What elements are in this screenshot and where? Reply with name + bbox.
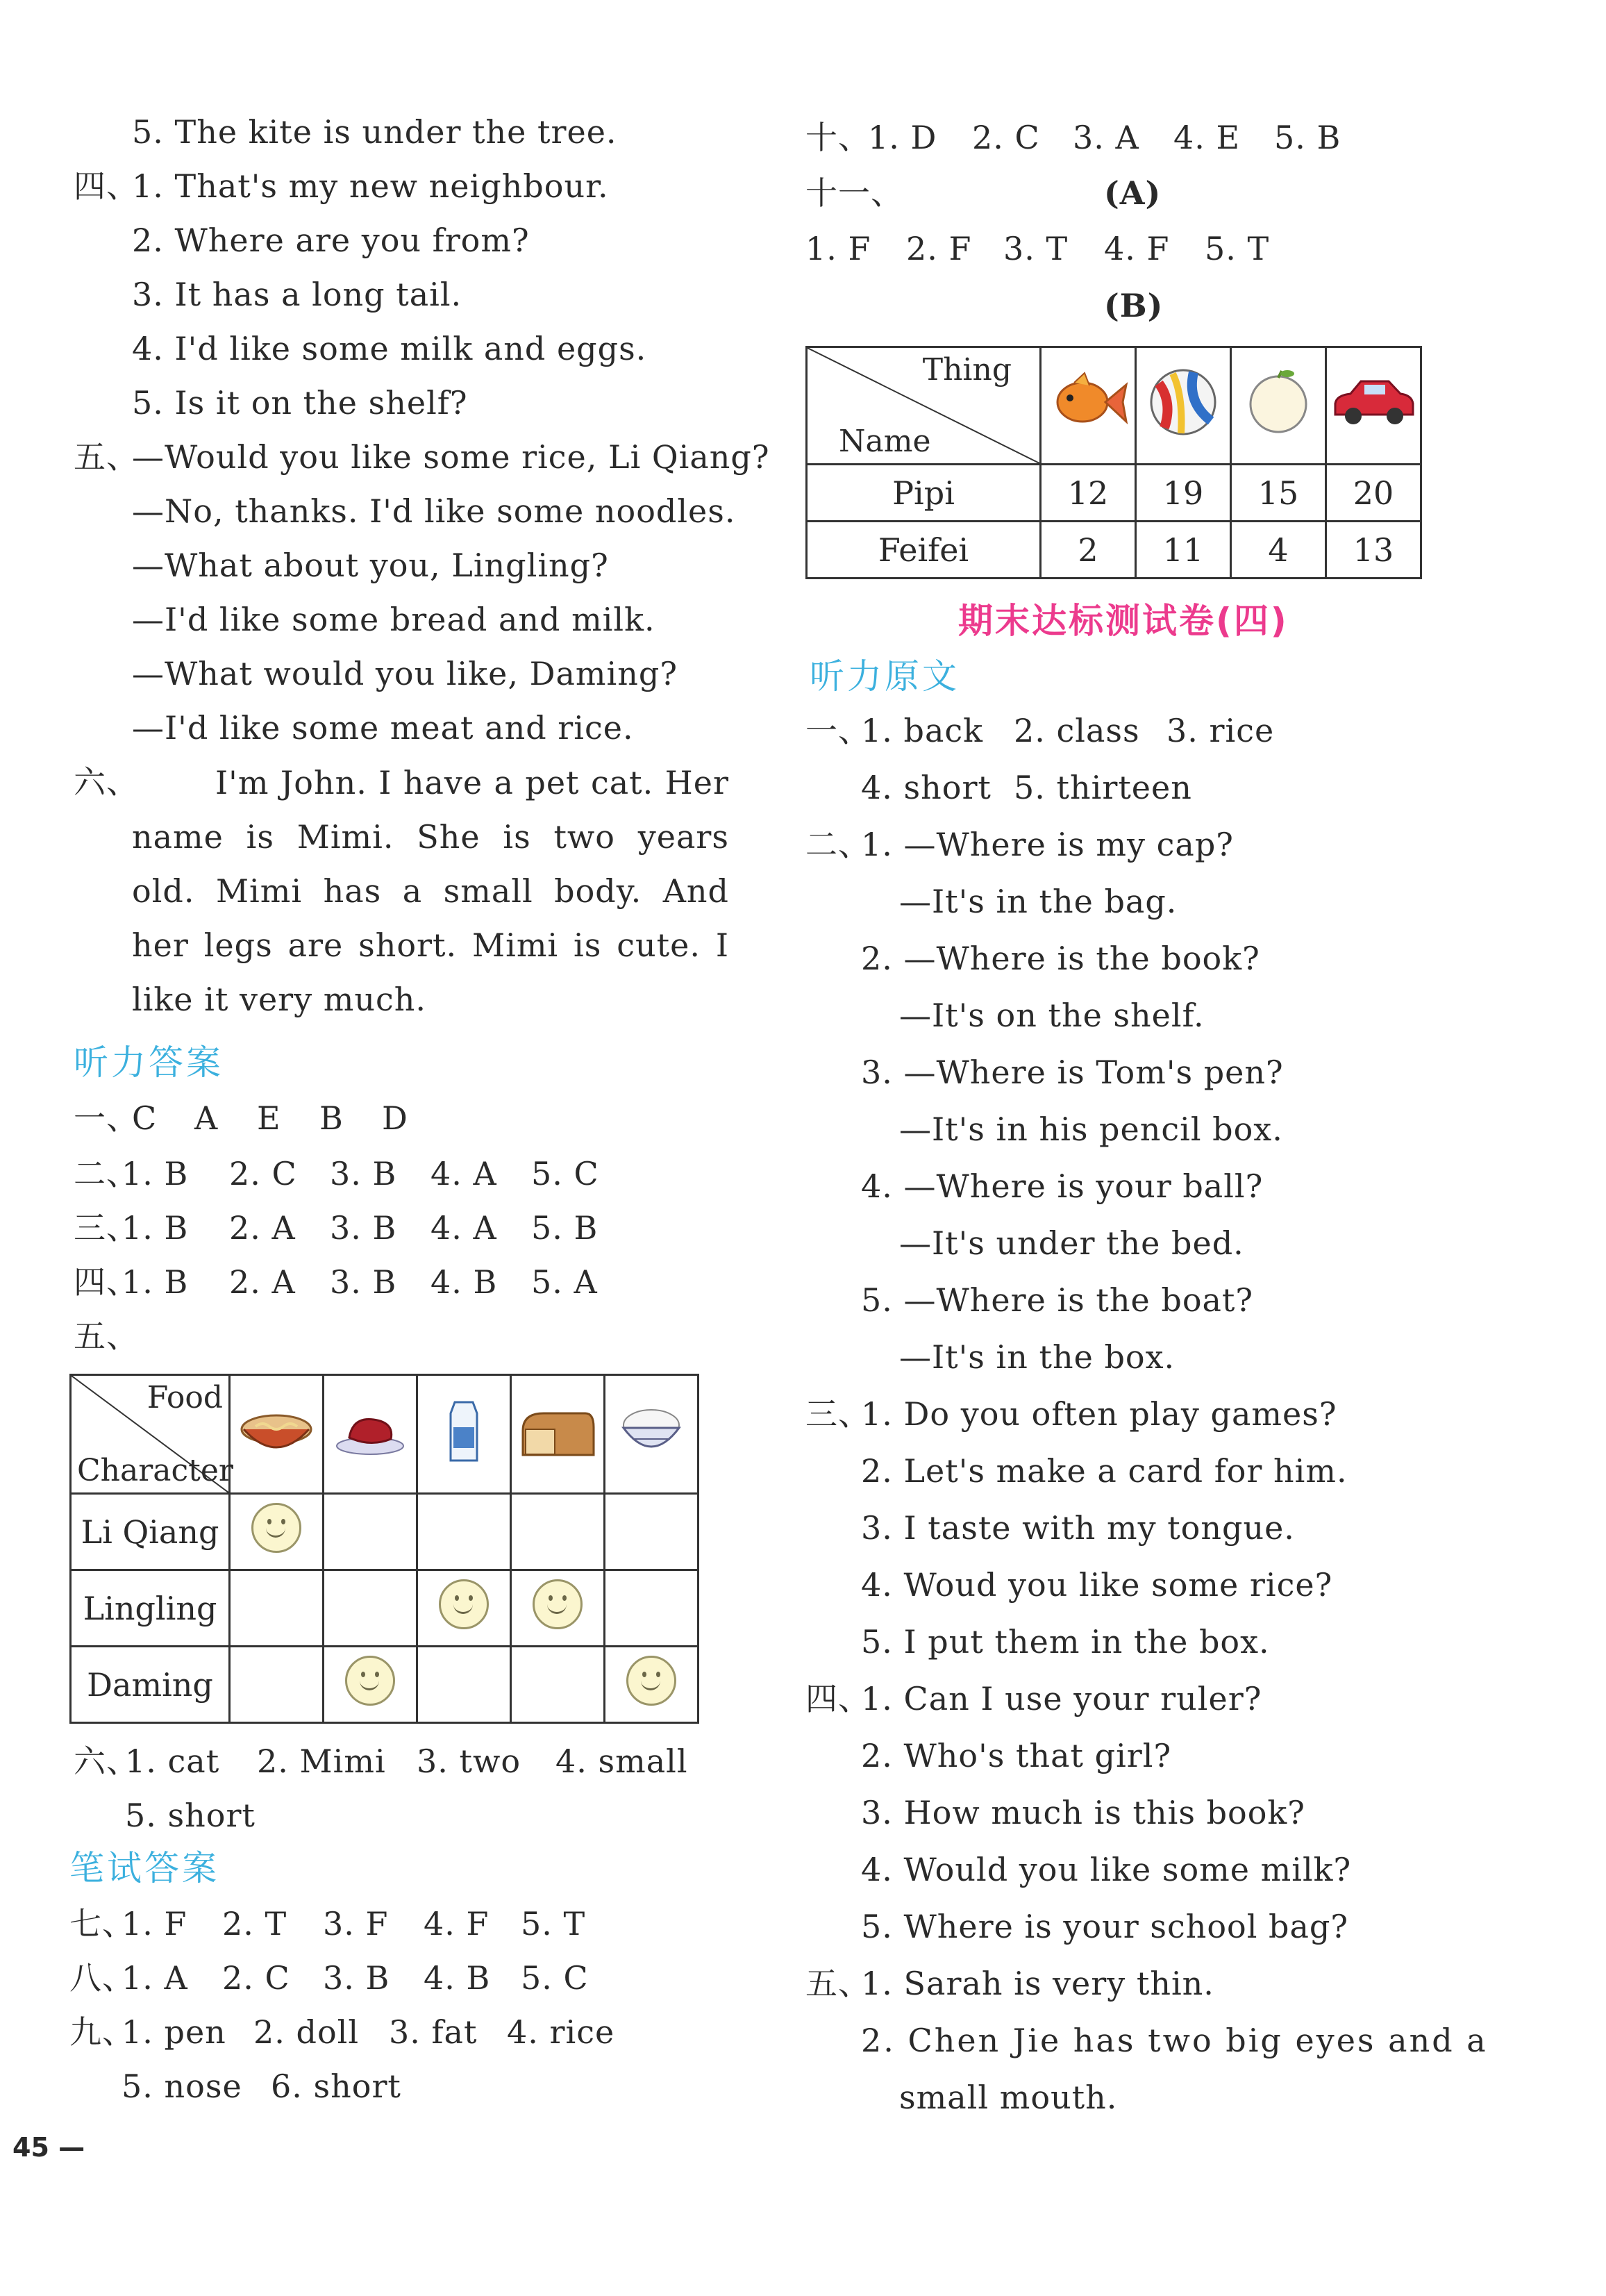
orange-icon	[1231, 347, 1326, 465]
answer: 3. A	[1073, 119, 1139, 156]
answer: 5. A	[531, 1263, 598, 1301]
list-item: 2. Where are you from?	[132, 222, 530, 259]
answer: 1. B	[122, 1155, 189, 1192]
section-number: 五、	[805, 1965, 871, 2002]
list-item: 5. Where is your school bag?	[861, 1908, 1349, 1945]
table-cell: 20	[1326, 465, 1421, 522]
list-item: 3. It has a long tail.	[132, 276, 462, 313]
answer: C	[132, 1099, 158, 1137]
section-number: 四、	[74, 167, 139, 205]
dialog-question: 3. —Where is Tom's pen?	[861, 1054, 1284, 1091]
part-label-a: (A)	[1104, 174, 1162, 212]
list-item: 5. Is it on the shelf?	[132, 384, 468, 422]
corner-label-name: Name	[839, 424, 931, 459]
answer: 6. short	[271, 2068, 401, 2105]
table-cell	[230, 1570, 324, 1647]
section-number: 六、	[74, 763, 139, 801]
answer: 2. A	[229, 1263, 296, 1301]
table-cell	[417, 1647, 511, 1723]
row-name: Daming	[71, 1647, 230, 1723]
section-number: 二、	[74, 1155, 139, 1192]
answer: 1. B	[122, 1209, 189, 1247]
section-number: 五、	[74, 438, 139, 476]
list-item: 4. Woud you like some rice?	[861, 1566, 1333, 1604]
section-number: 二、	[805, 826, 871, 863]
list-item: 4. I'd like some milk and eggs.	[132, 330, 647, 367]
section-number: 十、	[805, 119, 871, 156]
table-cell: 12	[1041, 465, 1136, 522]
section-number: 八、	[69, 1959, 135, 1997]
answer: 2. F	[906, 230, 972, 267]
dialog-answer: —It's under the bed.	[899, 1224, 1244, 1262]
list-item: 4. Would you like some milk?	[861, 1851, 1352, 1888]
section-number: 四、	[805, 1680, 871, 1717]
answer: 3. B	[330, 1209, 397, 1247]
dialog-question: 5. —Where is the boat?	[861, 1281, 1254, 1319]
dialog-line: —I'd like some meat and rice.	[132, 709, 634, 747]
answer: 3. B	[330, 1155, 397, 1192]
dialog-line: —No, thanks. I'd like some noodles.	[132, 492, 736, 530]
answer: 3. T	[1003, 230, 1069, 267]
corner-label-character: Character	[77, 1453, 233, 1488]
table-cell: 19	[1136, 465, 1231, 522]
list-item: 2. Let's make a card for him.	[861, 1452, 1348, 1490]
dialog-line: —What about you, Lingling?	[132, 547, 609, 584]
page-number: 45 —	[12, 2132, 85, 2163]
smiley-icon	[626, 1656, 676, 1706]
section-number: 四、	[74, 1263, 139, 1301]
section-number: 五、	[74, 1317, 139, 1355]
smiley-icon	[533, 1579, 583, 1629]
answer: 4. F	[1104, 230, 1170, 267]
table-cell	[511, 1494, 605, 1570]
list-item-continued: small mouth.	[899, 2079, 1118, 2116]
row-name: Li Qiang	[71, 1494, 230, 1570]
answer: A	[194, 1099, 219, 1137]
table-cell	[417, 1494, 511, 1570]
answer: 3. fat	[389, 2013, 478, 2051]
section-number: 三、	[805, 1395, 871, 1433]
row-name: Pipi	[807, 465, 1041, 522]
row-name: Lingling	[71, 1570, 230, 1647]
answer: 4. short	[861, 769, 992, 806]
table-cell	[417, 1570, 511, 1647]
part-label-b: (B)	[1104, 287, 1164, 324]
answer: 3. B	[323, 1959, 390, 1997]
smiley-icon	[345, 1656, 395, 1706]
smiley-icon	[439, 1579, 489, 1629]
answer: 5. T	[1205, 230, 1270, 267]
list-item: 3. How much is this book?	[861, 1794, 1305, 1831]
dialog-question: 1. —Where is my cap?	[861, 826, 1234, 863]
section-number: 九、	[69, 2013, 135, 2051]
dialog-answer: —It's in his pencil box.	[899, 1110, 1283, 1148]
answer: 1. D	[868, 119, 937, 156]
section-number: 一、	[805, 712, 871, 749]
table-cell	[324, 1570, 417, 1647]
dialog-line: —I'd like some bread and milk.	[132, 601, 655, 638]
corner-label-food: Food	[147, 1380, 223, 1415]
thing-table	[805, 346, 1422, 579]
table-cell	[511, 1570, 605, 1647]
answer: 2. A	[229, 1209, 296, 1247]
answer: 2. C	[222, 1959, 290, 1997]
table-cell: 4	[1231, 522, 1326, 579]
answer: 4. A	[430, 1209, 497, 1247]
answer: D	[382, 1099, 408, 1137]
rice-icon	[605, 1375, 699, 1494]
answer: 1. cat	[125, 1742, 220, 1780]
answer: 1. back	[861, 712, 984, 749]
milk-icon	[417, 1375, 511, 1494]
list-item: 1. Do you often play games?	[861, 1395, 1337, 1433]
answer: 1. A	[122, 1959, 188, 1997]
answer: 2. C	[229, 1155, 297, 1192]
dialog-answer: —It's on the shelf.	[899, 997, 1205, 1034]
answer: 5. T	[521, 1905, 586, 1943]
listening-script-heading: 听力原文	[810, 656, 960, 697]
answer: 4. B	[424, 1959, 491, 1997]
answer: 4. F	[424, 1905, 490, 1943]
answer: 2. C	[972, 119, 1040, 156]
list-item: 1. That's my new neighbour.	[132, 167, 609, 205]
list-item: 2. Chen Jie has two big eyes and a	[861, 2022, 1488, 2059]
table-cell	[605, 1570, 699, 1647]
table-cell	[605, 1647, 699, 1723]
meat-icon	[324, 1375, 417, 1494]
list-item: 1. Sarah is very thin.	[861, 1965, 1214, 2002]
dialog-question: 2. —Where is the book?	[861, 940, 1260, 977]
table-cell: 11	[1136, 522, 1231, 579]
list-item: 5. I put them in the box.	[861, 1623, 1270, 1661]
answer: 5. thirteen	[1014, 769, 1192, 806]
answer: 2. doll	[253, 2013, 360, 2051]
section-number: 七、	[69, 1905, 135, 1943]
noodles-icon	[230, 1375, 324, 1494]
answer: 1. B	[122, 1263, 189, 1301]
answer: 1. F	[122, 1905, 187, 1943]
answer: E	[257, 1099, 281, 1137]
answer: 3. B	[330, 1263, 397, 1301]
table-cell	[230, 1647, 324, 1723]
answer: 4. E	[1173, 119, 1241, 156]
goldfish-icon	[1041, 347, 1136, 465]
answer: 4. rice	[507, 2013, 615, 2051]
answer: 5. C	[531, 1155, 599, 1192]
written-answers-heading: 笔试答案	[69, 1848, 219, 1888]
table-corner	[71, 1375, 233, 1494]
table-cell: 2	[1041, 522, 1136, 579]
answer: 3. two	[417, 1742, 521, 1780]
table-cell	[511, 1647, 605, 1723]
test-title: 期末达标测试卷(四)	[958, 601, 1289, 641]
answer: 5. short	[125, 1797, 256, 1834]
dialog-answer: —It's in the box.	[899, 1338, 1176, 1376]
answer: B	[319, 1099, 344, 1137]
answer: 4. A	[430, 1155, 497, 1192]
answer: 3. F	[323, 1905, 389, 1943]
section-number: 三、	[74, 1209, 139, 1247]
table-corner	[807, 347, 1041, 465]
answer: 3. rice	[1166, 712, 1275, 749]
answer: 2. class	[1014, 712, 1140, 749]
list-item: 1. Can I use your ruler?	[861, 1680, 1262, 1717]
answer: 5. nose	[122, 2068, 242, 2105]
section-number: 六、	[74, 1742, 139, 1780]
table-cell	[605, 1494, 699, 1570]
table-cell	[324, 1647, 417, 1723]
answer: 4. small	[555, 1742, 688, 1780]
table-cell	[324, 1494, 417, 1570]
answer: 1. pen	[122, 2013, 226, 2051]
passage: I'm John. I have a pet cat. Her name is Mimi. She is two years old. Mimi has a small body. And her legs are short. Mimi is cute. I like it very much.	[132, 764, 729, 1018]
smiley-icon	[251, 1503, 301, 1553]
dialog-answer: —It's in the bag.	[899, 883, 1178, 920]
answer: 5. B	[1274, 119, 1341, 156]
dialog-line: —What would you like, Daming?	[132, 655, 678, 692]
row-name: Feifei	[807, 522, 1041, 579]
dialog-line: —Would you like some rice, Li Qiang?	[132, 438, 770, 476]
line: 5. The kite is under the tree.	[132, 113, 617, 151]
list-item: 2. Who's that girl?	[861, 1737, 1172, 1774]
answer: 5. B	[531, 1209, 599, 1247]
dialog-question: 4. —Where is your ball?	[861, 1167, 1264, 1205]
ball-icon	[1136, 347, 1231, 465]
list-item: 3. I taste with my tongue.	[861, 1509, 1295, 1547]
answer: 1. F	[805, 230, 871, 267]
answer: 2. Mimi	[257, 1742, 386, 1780]
table-cell: 15	[1231, 465, 1326, 522]
table-cell	[230, 1494, 324, 1570]
answer: 5. C	[521, 1959, 589, 1997]
corner-label-thing: Thing	[922, 352, 1012, 388]
table-cell: 13	[1326, 522, 1421, 579]
food-table	[69, 1374, 699, 1724]
answer: 4. B	[430, 1263, 498, 1301]
listening-answers-heading: 听力答案	[74, 1042, 224, 1083]
section-number: 十一、	[805, 174, 903, 212]
answer: 2. T	[222, 1905, 287, 1943]
bread-icon	[511, 1375, 605, 1494]
car-icon	[1326, 347, 1421, 465]
section-number: 一、	[74, 1099, 139, 1137]
